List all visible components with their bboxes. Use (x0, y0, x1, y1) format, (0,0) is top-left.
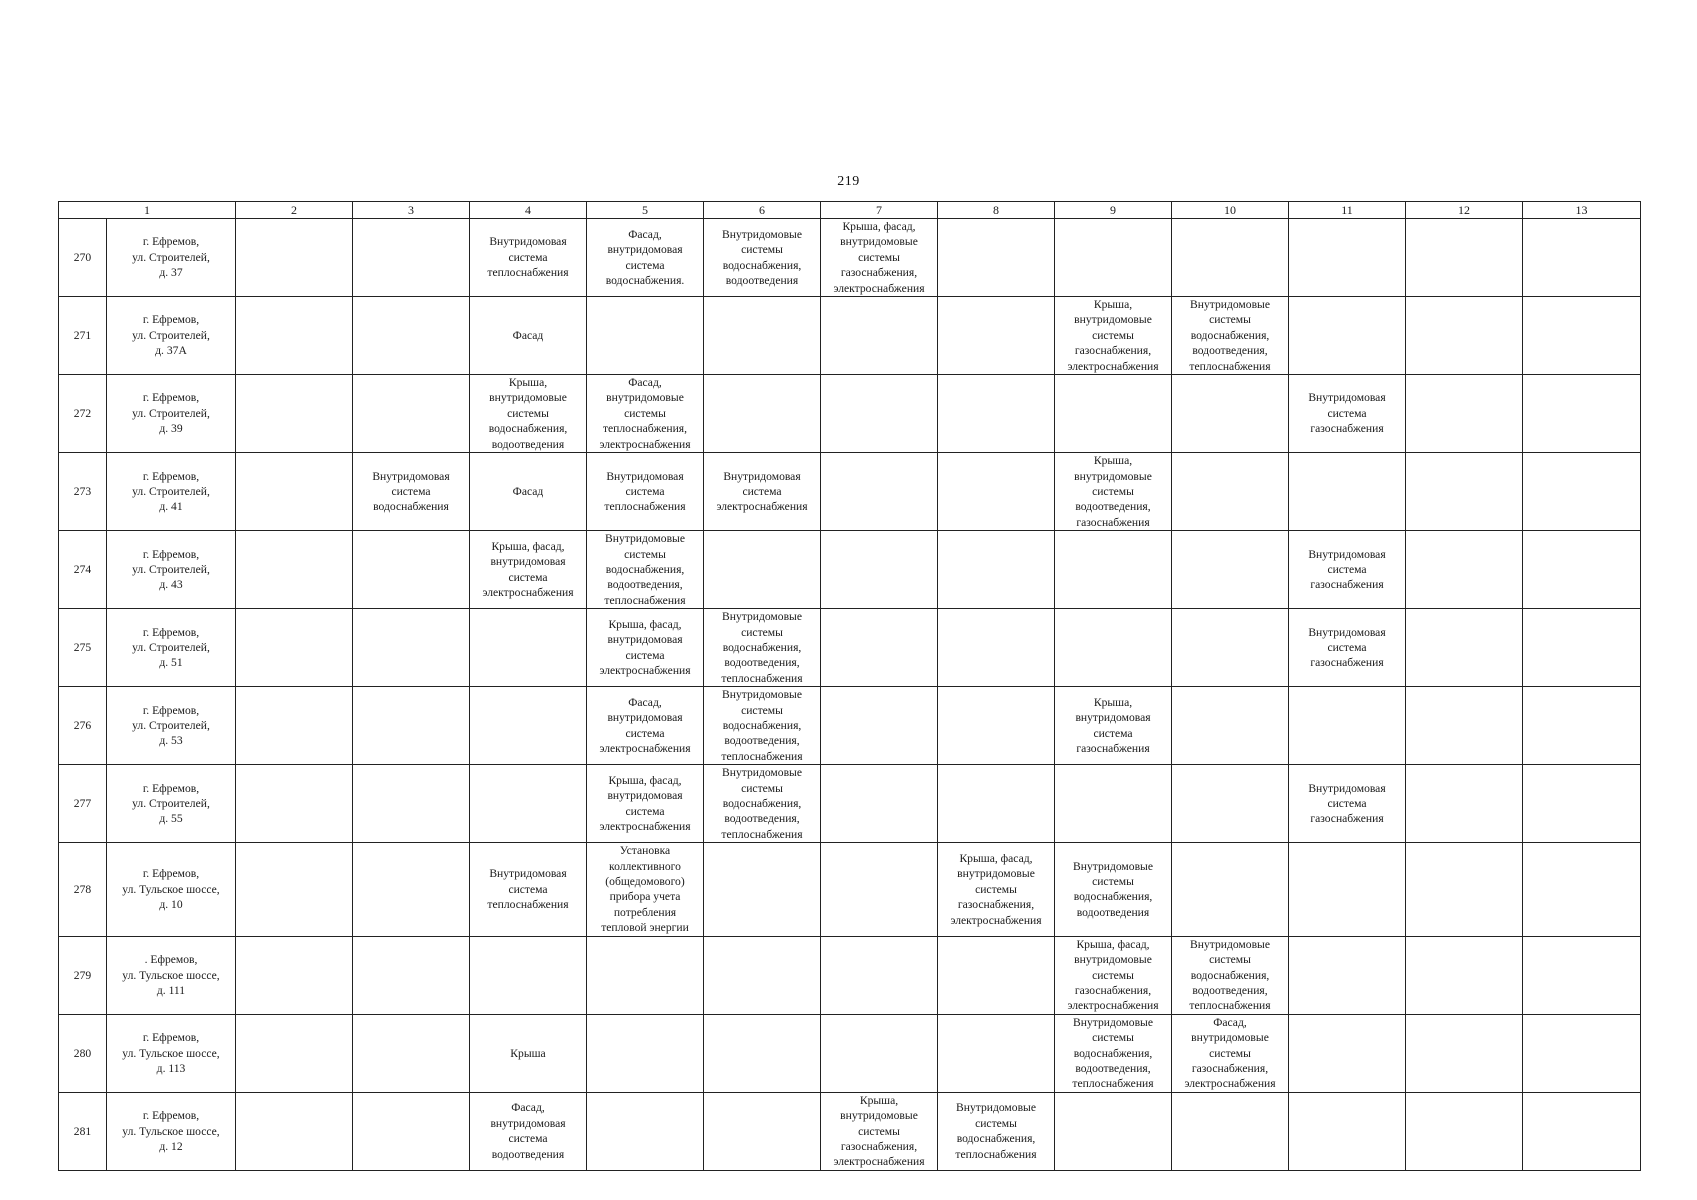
address-text: г. Ефремов, ул. Строителей, д. 41 (132, 469, 210, 514)
work-cell-col-10 (1172, 936, 1289, 1014)
work-description: Крыша, внутридомовые системы водоснабжения, водоотведения (488, 376, 568, 451)
table-row (59, 1092, 1641, 1170)
work-description: Внутридомовая система электроснабжения (716, 469, 808, 514)
work-cell-col-8 (938, 609, 1055, 687)
work-cell-col-5 (587, 1092, 704, 1170)
work-cell-col-13 (1523, 219, 1641, 297)
work-cell-col-9 (1055, 765, 1172, 843)
work-description: Внутридомовая система теплоснабжения (487, 867, 569, 912)
work-description: Фасад, внутридомовые системы теплоснабжения, электроснабжения (599, 376, 691, 451)
work-cell-col-9 (1055, 531, 1172, 609)
work-cell-col-3 (353, 531, 470, 609)
work-cell-col-2 (236, 219, 353, 297)
work-description: Внутридомовая система газоснабжения (1308, 625, 1386, 670)
table-row (59, 843, 1641, 936)
work-cell-col-4 (470, 531, 587, 609)
work-cell-col-5 (587, 843, 704, 936)
work-cell-col-4 (470, 219, 587, 297)
work-cell-col-10 (1172, 765, 1289, 843)
work-cell-col-9 (1055, 297, 1172, 375)
work-cell-col-11 (1289, 453, 1406, 531)
work-cell-col-11 (1289, 936, 1406, 1014)
work-cell-col-11 (1289, 297, 1406, 375)
work-description: Крыша, фасад, внутридомовые системы газоснабжения, электроснабжения (1067, 937, 1159, 1013)
work-cell-col-8 (938, 1092, 1055, 1170)
column-header: 9 (1055, 202, 1172, 219)
work-cell-col-11 (1289, 219, 1406, 297)
work-cell-col-3 (353, 843, 470, 936)
column-header: 4 (470, 202, 587, 219)
work-cell-col-8 (938, 936, 1055, 1014)
work-cell-col-5 (587, 297, 704, 375)
address-cell (107, 687, 236, 765)
address-cell (107, 1014, 236, 1092)
work-cell-col-13 (1523, 453, 1641, 531)
work-cell-col-5 (587, 609, 704, 687)
table-row (59, 936, 1641, 1014)
work-cell-col-5 (587, 531, 704, 609)
work-cell-col-9 (1055, 375, 1172, 453)
row-number-cell: 279 (59, 936, 107, 1014)
work-description: Внутридомовая система теплоснабжения (604, 469, 686, 514)
work-cell-col-10 (1172, 219, 1289, 297)
work-cell-col-13 (1523, 765, 1641, 843)
work-description: Крыша, внутридомовые системы водоотведения, газоснабжения (1074, 454, 1152, 529)
column-header: 12 (1406, 202, 1523, 219)
work-cell-col-11 (1289, 687, 1406, 765)
column-header-row (59, 202, 1641, 219)
work-cell-col-3 (353, 936, 470, 1014)
work-cell-col-2 (236, 936, 353, 1014)
address-text: г. Ефремов, ул. Тульское шоссе, д. 12 (122, 1109, 220, 1153)
address-text: г. Ефремов, ул. Строителей, д. 43 (132, 547, 210, 592)
work-cell-col-11 (1289, 609, 1406, 687)
work-cell-col-12 (1406, 453, 1523, 531)
table-row (59, 531, 1641, 609)
work-cell-col-3 (353, 687, 470, 765)
row-number-cell: 280 (59, 1014, 107, 1092)
work-cell-col-13 (1523, 936, 1641, 1014)
column-header: 8 (938, 202, 1055, 219)
work-cell-col-7 (821, 531, 938, 609)
work-cell-col-10 (1172, 1014, 1289, 1092)
work-cell-col-8 (938, 843, 1055, 936)
repair-schedule-table (58, 201, 1641, 1171)
work-cell-col-13 (1523, 609, 1641, 687)
work-cell-col-12 (1406, 687, 1523, 765)
work-description: Крыша, фасад, внутридомовые системы газоснабжения, электроснабжения (833, 220, 925, 295)
work-cell-col-3 (353, 453, 470, 531)
table-row (59, 297, 1641, 375)
work-cell-col-4 (470, 1092, 587, 1170)
work-cell-col-5 (587, 453, 704, 531)
work-cell-col-6 (704, 297, 821, 375)
address-cell (107, 609, 236, 687)
work-cell-col-7 (821, 609, 938, 687)
table-row (59, 453, 1641, 531)
work-cell-col-7 (821, 765, 938, 843)
work-cell-col-3 (353, 1092, 470, 1170)
work-cell-col-11 (1289, 765, 1406, 843)
work-cell-col-2 (236, 297, 353, 375)
work-description: Внутридомовые системы водоснабжения, водоотведения, теплоснабжения (1072, 1015, 1154, 1091)
work-description: Внутридомовая система газоснабжения (1308, 547, 1386, 592)
work-cell-col-4 (470, 843, 587, 936)
work-description: Внутридомовые системы водоснабжения, теплоснабжения (955, 1101, 1037, 1161)
work-cell-col-13 (1523, 297, 1641, 375)
address-text: г. Ефремов, ул. Строителей, д. 53 (132, 703, 210, 748)
work-description: Фасад (512, 484, 544, 498)
work-cell-col-2 (236, 1014, 353, 1092)
work-description: Фасад, внутридомовая система электроснабжения (599, 695, 691, 756)
work-cell-col-12 (1406, 1014, 1523, 1092)
work-cell-col-11 (1289, 531, 1406, 609)
work-cell-col-12 (1406, 765, 1523, 843)
work-cell-col-5 (587, 375, 704, 453)
work-cell-col-9 (1055, 609, 1172, 687)
work-description: Внутридомовая система водоснабжения (372, 469, 450, 514)
address-cell (107, 936, 236, 1014)
address-text: г. Ефремов, ул. Строителей, д. 51 (132, 625, 210, 670)
address-cell (107, 297, 236, 375)
work-cell-col-9 (1055, 936, 1172, 1014)
work-cell-col-4 (470, 936, 587, 1014)
work-cell-col-13 (1523, 531, 1641, 609)
work-cell-col-5 (587, 219, 704, 297)
work-cell-col-2 (236, 843, 353, 936)
address-text: г. Ефремов, ул. Строителей, д. 39 (132, 391, 210, 436)
column-header: 7 (821, 202, 938, 219)
address-text: г. Ефремов, ул. Тульское шоссе, д. 113 (122, 1031, 220, 1075)
address-text: г. Ефремов, ул. Тульское шоссе, д. 10 (122, 867, 220, 912)
work-description: Фасад, внутридомовая система водоотведения (490, 1101, 566, 1161)
work-cell-col-2 (236, 375, 353, 453)
work-cell-col-4 (470, 687, 587, 765)
column-header: 2 (236, 202, 353, 219)
work-cell-col-12 (1406, 843, 1523, 936)
work-description: Внутридомовые системы водоснабжения, водоотведения, теплоснабжения (721, 610, 803, 685)
work-cell-col-6 (704, 531, 821, 609)
work-cell-col-11 (1289, 1092, 1406, 1170)
work-cell-col-7 (821, 297, 938, 375)
work-cell-col-13 (1523, 687, 1641, 765)
work-description: Внутридомовые системы водоснабжения, водоотведения (1073, 859, 1153, 919)
work-description: Внутридомовые системы водоснабжения, водоотведения, теплоснабжения (1189, 937, 1271, 1013)
work-cell-col-11 (1289, 1014, 1406, 1092)
work-cell-col-4 (470, 765, 587, 843)
work-description: Внутридомовая система газоснабжения (1308, 391, 1386, 436)
work-cell-col-7 (821, 1092, 938, 1170)
work-cell-col-8 (938, 687, 1055, 765)
work-cell-col-10 (1172, 453, 1289, 531)
work-cell-col-6 (704, 687, 821, 765)
work-description: Крыша, внутридомовая система газоснабжения (1075, 695, 1151, 756)
work-description: Крыша, фасад, внутридомовая система электроснабжения (599, 617, 691, 678)
work-cell-col-6 (704, 1092, 821, 1170)
work-cell-col-8 (938, 531, 1055, 609)
work-description: Внутридомовые системы водоснабжения, водоотведения, теплоснабжения (604, 532, 686, 607)
address-cell (107, 843, 236, 936)
work-cell-col-5 (587, 936, 704, 1014)
column-header: 10 (1172, 202, 1289, 219)
work-description: Внутридомовые системы водоснабжения, водоотведения, теплоснабжения (721, 766, 803, 841)
work-cell-col-6 (704, 609, 821, 687)
work-cell-col-7 (821, 843, 938, 936)
work-cell-col-10 (1172, 375, 1289, 453)
column-header: 5 (587, 202, 704, 219)
row-number-cell: 276 (59, 687, 107, 765)
address-cell (107, 453, 236, 531)
work-cell-col-6 (704, 843, 821, 936)
table-body (59, 202, 1641, 1171)
work-description: Фасад, внутридомовая система водоснабжения. (605, 227, 685, 287)
work-cell-col-8 (938, 765, 1055, 843)
column-header: 1 (59, 202, 236, 219)
work-cell-col-8 (938, 219, 1055, 297)
column-header: 6 (704, 202, 821, 219)
table-row (59, 219, 1641, 297)
work-description: Крыша, фасад, внутридомовые системы газоснабжения, электроснабжения (950, 851, 1042, 927)
work-cell-col-8 (938, 375, 1055, 453)
address-text: г. Ефремов, ул. Строителей, д. 37 (132, 235, 210, 280)
work-cell-col-2 (236, 453, 353, 531)
table-row (59, 609, 1641, 687)
address-text: г. Ефремов, ул. Строителей, д. 55 (132, 781, 210, 826)
work-cell-col-3 (353, 609, 470, 687)
work-cell-col-7 (821, 453, 938, 531)
work-cell-col-10 (1172, 1092, 1289, 1170)
address-text: г. Ефремов, ул. Строителей, д. 37А (132, 313, 210, 358)
work-cell-col-8 (938, 1014, 1055, 1092)
row-number-cell: 271 (59, 297, 107, 375)
work-cell-col-4 (470, 375, 587, 453)
work-cell-col-6 (704, 375, 821, 453)
address-cell (107, 765, 236, 843)
work-cell-col-12 (1406, 375, 1523, 453)
work-cell-col-10 (1172, 843, 1289, 936)
work-cell-col-6 (704, 1014, 821, 1092)
work-description: Внутридомовые системы водоснабжения, водоотведения (722, 227, 802, 287)
column-header: 13 (1523, 202, 1641, 219)
work-cell-col-3 (353, 1014, 470, 1092)
work-cell-col-7 (821, 687, 938, 765)
work-cell-col-8 (938, 453, 1055, 531)
work-cell-col-10 (1172, 609, 1289, 687)
work-description: Внутридомовые системы водоснабжения, водоотведения, теплоснабжения (1189, 298, 1271, 373)
work-cell-col-2 (236, 687, 353, 765)
work-cell-col-2 (236, 531, 353, 609)
work-description: Внутридомовая система теплоснабжения (487, 235, 569, 280)
table-row (59, 375, 1641, 453)
work-cell-col-4 (470, 297, 587, 375)
work-cell-col-13 (1523, 1092, 1641, 1170)
work-cell-col-6 (704, 936, 821, 1014)
work-cell-col-10 (1172, 297, 1289, 375)
work-cell-col-7 (821, 1014, 938, 1092)
work-description: Фасад (512, 328, 544, 342)
address-cell (107, 1092, 236, 1170)
row-number-cell: 272 (59, 375, 107, 453)
work-cell-col-5 (587, 1014, 704, 1092)
address-text: . Ефремов, ул. Тульское шоссе, д. 111 (122, 953, 220, 997)
work-cell-col-10 (1172, 531, 1289, 609)
row-number-cell: 281 (59, 1092, 107, 1170)
work-description: Крыша, фасад, внутридомовая система электроснабжения (599, 773, 691, 834)
page-number: 219 (837, 174, 860, 189)
table-row (59, 687, 1641, 765)
work-description: Крыша, внутридомовые системы газоснабжения, электроснабжения (1067, 298, 1159, 373)
address-cell (107, 375, 236, 453)
work-cell-col-7 (821, 219, 938, 297)
work-cell-col-12 (1406, 531, 1523, 609)
work-cell-col-7 (821, 936, 938, 1014)
row-number-cell: 278 (59, 843, 107, 936)
work-cell-col-3 (353, 297, 470, 375)
work-cell-col-4 (470, 1014, 587, 1092)
work-cell-col-7 (821, 375, 938, 453)
work-description: Установка коллективного (общедомового) прибора учета потребления тепловой энергии (601, 844, 689, 935)
row-number-cell: 274 (59, 531, 107, 609)
column-header: 11 (1289, 202, 1406, 219)
work-description: Внутридомовые системы водоснабжения, водоотведения, теплоснабжения (721, 688, 803, 763)
work-cell-col-13 (1523, 843, 1641, 936)
work-cell-col-9 (1055, 1092, 1172, 1170)
work-cell-col-3 (353, 375, 470, 453)
work-cell-col-5 (587, 765, 704, 843)
work-cell-col-3 (353, 765, 470, 843)
work-description: Крыша, фасад, внутридомовая система электроснабжения (482, 539, 574, 600)
table-row (59, 1014, 1641, 1092)
work-cell-col-4 (470, 609, 587, 687)
table-row (59, 765, 1641, 843)
address-cell (107, 219, 236, 297)
work-cell-col-4 (470, 453, 587, 531)
work-cell-col-2 (236, 765, 353, 843)
work-cell-col-12 (1406, 219, 1523, 297)
work-cell-col-2 (236, 1092, 353, 1170)
work-description: Фасад, внутридомовые системы газоснабжения, электроснабжения (1184, 1015, 1276, 1091)
row-number-cell: 270 (59, 219, 107, 297)
row-number-cell: 277 (59, 765, 107, 843)
work-description: Крыша (510, 1046, 546, 1060)
work-cell-col-3 (353, 219, 470, 297)
work-cell-col-12 (1406, 1092, 1523, 1170)
work-description: Крыша, внутридомовые системы газоснабжения, электроснабжения (833, 1093, 925, 1169)
row-number-cell: 273 (59, 453, 107, 531)
work-cell-col-11 (1289, 375, 1406, 453)
work-cell-col-12 (1406, 609, 1523, 687)
work-cell-col-6 (704, 765, 821, 843)
work-cell-col-6 (704, 453, 821, 531)
work-cell-col-12 (1406, 936, 1523, 1014)
address-cell (107, 531, 236, 609)
row-number-cell: 275 (59, 609, 107, 687)
work-cell-col-5 (587, 687, 704, 765)
work-cell-col-12 (1406, 297, 1523, 375)
work-description: Внутридомовая система газоснабжения (1308, 781, 1386, 826)
work-cell-col-6 (704, 219, 821, 297)
work-cell-col-11 (1289, 843, 1406, 936)
work-cell-col-10 (1172, 687, 1289, 765)
work-cell-col-9 (1055, 843, 1172, 936)
work-cell-col-8 (938, 297, 1055, 375)
work-cell-col-2 (236, 609, 353, 687)
work-cell-col-9 (1055, 687, 1172, 765)
work-cell-col-13 (1523, 375, 1641, 453)
work-cell-col-9 (1055, 453, 1172, 531)
column-header: 3 (353, 202, 470, 219)
work-cell-col-9 (1055, 1014, 1172, 1092)
work-cell-col-9 (1055, 219, 1172, 297)
work-cell-col-13 (1523, 1014, 1641, 1092)
